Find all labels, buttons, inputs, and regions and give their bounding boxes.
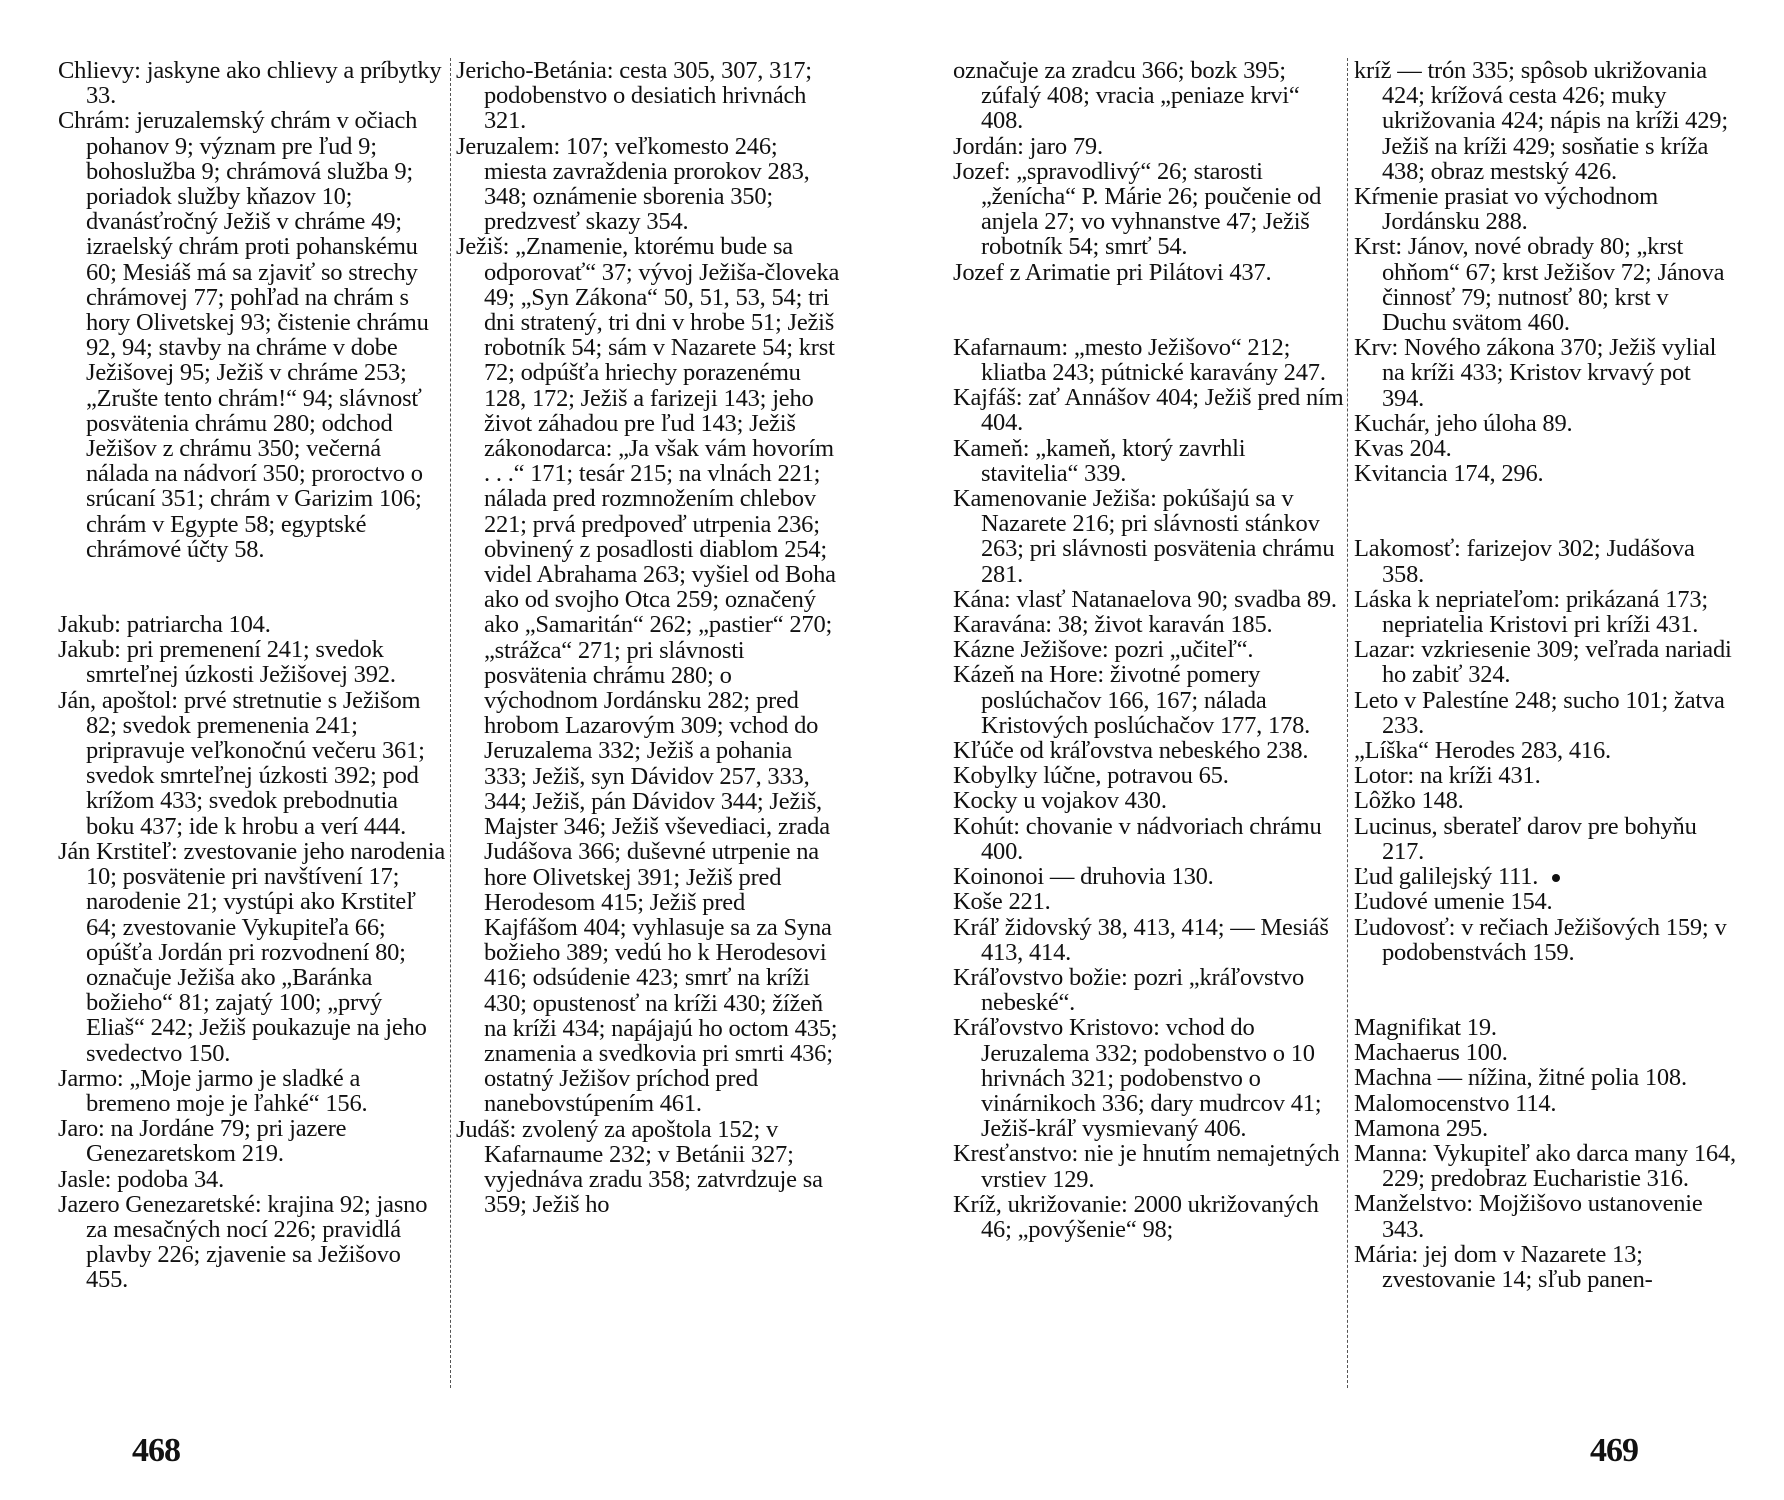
index-entry: označuje za zradcu 366; bozk 395; zúfalý 408; vracia „peniaze krvi“ 408. (953, 57, 1300, 135)
index-entry: Lakomosť: farizejov 302; Judášova 358. (1354, 535, 1695, 588)
index-entry: Ján, apoštol: prvé stretnutie s Ježišom 82; svedok premenenia 241; pripravuje veľkonočnú večeru 361; svedok smrteľnej úzkosti 392; pod krížom 433; svedok prebodnutia boku 437; ide k hrobu a verí 444. (58, 686, 425, 840)
section-gap (1354, 965, 1738, 1015)
index-column-3 (953, 58, 1345, 1242)
index-entry-text: Ľud galilejský 111. (1354, 863, 1539, 891)
index-column-1 (58, 58, 446, 1293)
index-entry: Ľudovosť: v rečiach Ježišových 159; v podobenstvách 159. (1354, 913, 1727, 966)
index-entry: Jeruzalem: 107; veľkomesto 246; miesta zavraždenia prorokov 283, 348; oznámenie sborenia 350; predzvesť skazy 354. (456, 132, 810, 236)
index-entry: Judáš: zvolený za apoštola 152; v Kafarnaume 232; v Betánii 327; vyjednáva zradu 358; zatvrdzuje sa 359; Ježiš ho (456, 1115, 823, 1219)
index-entry: Jarmo: „Moje jarmo je sladké a bremeno moje je ľahké“ 156. (58, 1064, 368, 1117)
index-entry: Kobylky lúčne, potravou 65. (953, 762, 1229, 790)
section-gap (58, 562, 446, 612)
index-entry: Karavána: 38; život karaván 185. (953, 611, 1273, 639)
index-entry: Láska k nepriateľom: prikázaná 173; nepriatelia Kristovi pri kríži 431. (1354, 585, 1708, 639)
index-entry: Chlievy: jaskyne ako chlievy a príbytky 33. (58, 57, 442, 110)
index-entry: Jakub: pri premenení 241; svedok smrteľnej úzkosti Ježišovej 392. (58, 636, 396, 689)
index-entry: Kázne Ježišove: pozri „učiteľ“. (953, 636, 1254, 664)
index-entry: Kameň: „kameň, ktorý zavrhli stavitelia“ 339. (953, 434, 1246, 487)
index-entry: Jakub: patriarcha 104. (58, 611, 271, 639)
index-entry: Krst: Jánov, nové obrady 80; „krst ohňom“ 67; krst Ježišov 72; Jánova činnosť 79; nutnosť 80; krst v Duchu svätom 460. (1354, 233, 1725, 337)
index-entry: Chrám: jeruzalemský chrám v očiach pohanov 9; význam pre ľud 9; bohoslužba 9; chrámová služba 9; poriadok služby kňazov 10; dvanásťročný Ježiš v chráme 49; izraelský chrám proti pohanskému 60; Mesiáš má sa zjaviť so strechy chrámovej 77; pohľad na chrám s hory Olivetskej 93; čistenie chrámu 92, 94; stavby na chráme v dobe Ježišovej 95; Ježiš v chráme 253; „Zrušte tento chrám!“ 94; slávnosť posvätenia chrámu 280; odchod Ježišov z chrámu 350; večerná nálada na nádvorí 350; proroctvo o srúcaní 351; chrám v Garizim 106; chrám v Egypte 58; egyptské chrámové účty 58. (58, 107, 429, 563)
index-entry: Kafarnaum: „mesto Ježišovo“ 212; kliatba 243; pútnické karavány 247. (953, 333, 1326, 387)
index-entry: Ježiš: „Znamenie, ktorému bude sa odporovať“ 37; vývoj Ježiša-človeka 49; „Syn Zákona“ 50, 51, 53, 54; tri dni stratený, tri dni v hrobe 51; Ježiš robotník 54; sám v Nazarete 54; krst 72; odpúšťa hriechy porazenému 128, 172; Ježiš a farizeji 143; jeho život záhadou pre ľud 143; Ježiš zákonodarca: „Ja však vám hovorím . . .“ 171; tesár 215; na vlnách 221; nálada pred rozmnožením chlebov 221; prvá predpoveď utrpenia 236; obvinený z posadlosti diablom 254; videl Abrahama 263; vyšiel od Boha ako od svojho Otca 259; označený ako „Samaritán“ 262; „pastier“ 270; „strážca“ 271; pri slávnosti posvätenia chrámu 280; o východnom Jordánsku 282; pred hrobom Lazarovým 309; vchod do Jeruzalema 332; Ježiš a pohania 333; Ježiš, syn Dávidov 257, 333, 344; Ježiš, pán Dávidov 344; Ježiš, Majster 346; Ježiš vševediaci, zrada Judášova 366; duševné utrpenie na hore Olivetskej 391; Ježiš pred Herodesom 415; Ježiš pred Kajfášom 404; vyhlasuje sa za Syna božieho 389; vedú ho k Herodesovi 416; odsúdenie 423; smrť na kríži 430; opustenosť na kríži 430; žížeň na kríži 434; napájajú ho octom 435; znamenia a svedkovia pri smrti 436; ostatný Ježišov príchod pred nanebovstúpením 461. (456, 233, 840, 1118)
index-entry: Ľudové umenie 154. (1354, 888, 1553, 916)
index-entry: Lazar: vzkriesenie 309; veľrada nariadi ho zabiť 324. (1354, 636, 1732, 689)
index-entry: Kráľovstvo Kristovo: vchod do Jeruzalema 332; podobenstvo o 10 hrivnách 321; podobenstvo o vinárnikoch 336; dary mudrcov 41; Ježiš-kráľ vysmievaný 406. (953, 1014, 1322, 1143)
index-entry: Jericho-Betánia: cesta 305, 307, 317; podobenstvo o desiatich hrivnách 321. (456, 57, 812, 135)
index-entry: Magnifikat 19. (1354, 1013, 1497, 1041)
index-entry: Jaro: na Jordáne 79; pri jazere Genezaretskom 219. (58, 1115, 347, 1168)
index-entry: Kázeň na Hore: životné pomery poslúchačov 166, 167; nálada Kristových poslúchačov 177, 178. (953, 661, 1311, 739)
index-entry: Kráľovstvo božie: pozri „kráľovstvo nebeské“. (953, 963, 1305, 1017)
index-entry: Kríž, ukrižovanie: 2000 ukrižovaných 46; „povýšenie“ 98; (953, 1190, 1319, 1243)
index-entry: Lôžko 148. (1354, 787, 1464, 815)
index-entry: „Líška“ Herodes 283, 416. (1354, 737, 1611, 765)
ink-dot-mark (1552, 874, 1560, 882)
index-entry: Kľúče od kráľovstva nebeského 238. (953, 737, 1309, 765)
index-entry: Kohút: chovanie v nádvoriach chrámu 400. (953, 812, 1322, 865)
index-entry: Kána: vlasť Natanaelova 90; svadba 89. (953, 585, 1337, 613)
index-entry: Mária: jej dom v Nazarete 13; zvestovanie 14; sľub panen- (1354, 1240, 1653, 1293)
section-gap (1354, 486, 1738, 536)
index-entry: Koše 221. (953, 888, 1051, 916)
column-divider (450, 58, 451, 1388)
index-entry: Kocky u vojakov 430. (953, 787, 1167, 815)
index-entry: Kvas 204. (1354, 435, 1452, 463)
index-entry: Machna — nížina, žitné polia 108. (1354, 1064, 1687, 1092)
index-entry: Krv: Nového zákona 370; Ježiš vylial na kríži 433; Kristov krvavý pot 394. (1354, 334, 1717, 412)
index-entry: Kvitancia 174, 296. (1354, 460, 1544, 488)
index-entry: Jazero Genezaretské: krajina 92; jasno za mesačných nocí 226; pravidlá plavby 226; zjavenie sa Ježišovo 455. (58, 1190, 428, 1294)
index-entry: Kajfáš: zať Annášov 404; Ježiš pred ním 404. (953, 384, 1344, 437)
index-entry: Kŕmenie prasiat vo východnom Jordánsku 288. (1354, 183, 1658, 236)
index-entry: Jozef z Arimatie pri Pilátovi 437. (953, 258, 1272, 286)
index-column-2 (456, 58, 840, 1217)
index-entry: Ján Krstiteľ: zvestovanie jeho narodenia 10; posvätenie pri navštívení 17; narodenie 21; vystúpi ako Krstiteľ 64; zvestovanie Vykupiteľa 66; opúšťa Jordán pri rozvodnení 80; označuje Ježiša ako „Baránka božieho“ 81; zajatý 100; „prvý Eliaš“ 242; Ježiš poukazuje na jeho svedectvo 150. (58, 837, 446, 1067)
index-entry: Kamenovanie Ježiša: pokúšajú sa v Nazarete 216; pri slávnosti stánkov 263; pri slávnosti posvätenia chrámu 281. (953, 485, 1335, 588)
index-entry: kríž — trón 335; spôsob ukrižovania 424; krížová cesta 426; muky ukrižovania 424; nápis na kríži 429; Ježiš na kríži 429; sosňatie s kríža 438; obraz mestský 426. (1354, 57, 1728, 185)
index-entry: Manna: Vykupiteľ ako darca many 164, 229; predobraz Eucharistie 316. (1354, 1139, 1736, 1193)
index-entry: Koinonoi — druhovia 130. (953, 863, 1214, 891)
page-number: 468 (132, 1432, 180, 1469)
index-entry-with-mark (1354, 864, 1738, 889)
index-entry: Lucinus, sberateľ darov pre bohyňu 217. (1354, 812, 1697, 865)
index-entry: Jordán: jaro 79. (953, 132, 1103, 160)
page-number: 469 (1590, 1432, 1638, 1469)
index-entry: Leto v Palestíne 248; sucho 101; žatva 233. (1354, 686, 1725, 739)
index-entry: Manželstvo: Mojžišovo ustanovenie 343. (1354, 1190, 1703, 1243)
index-entry: Mamona 295. (1354, 1114, 1488, 1142)
index-entry: Kuchár, jeho úloha 89. (1354, 409, 1573, 437)
index-entry: Jozef: „spravodlivý“ 26; starosti „ženícha“ P. Márie 26; poučenie od anjela 27; vo vyhnanstve 47; Ježiš robotník 54; smrť 54. (953, 157, 1322, 261)
section-gap (953, 285, 1345, 335)
index-entry: Malomocenstvo 114. (1354, 1089, 1557, 1117)
index-entry: Machaerus 100. (1354, 1039, 1508, 1067)
index-entry: Lotor: na kríži 431. (1354, 762, 1541, 790)
index-entry: Kráľ židovský 38, 413, 414; — Mesiáš 413, 414. (953, 913, 1329, 966)
column-divider (1347, 58, 1348, 1388)
index-entry: Kresťanstvo: nie je hnutím nemajetných vrstiev 129. (953, 1140, 1340, 1193)
index-column-4 (1354, 58, 1738, 1292)
index-entry: Jasle: podoba 34. (58, 1165, 225, 1193)
